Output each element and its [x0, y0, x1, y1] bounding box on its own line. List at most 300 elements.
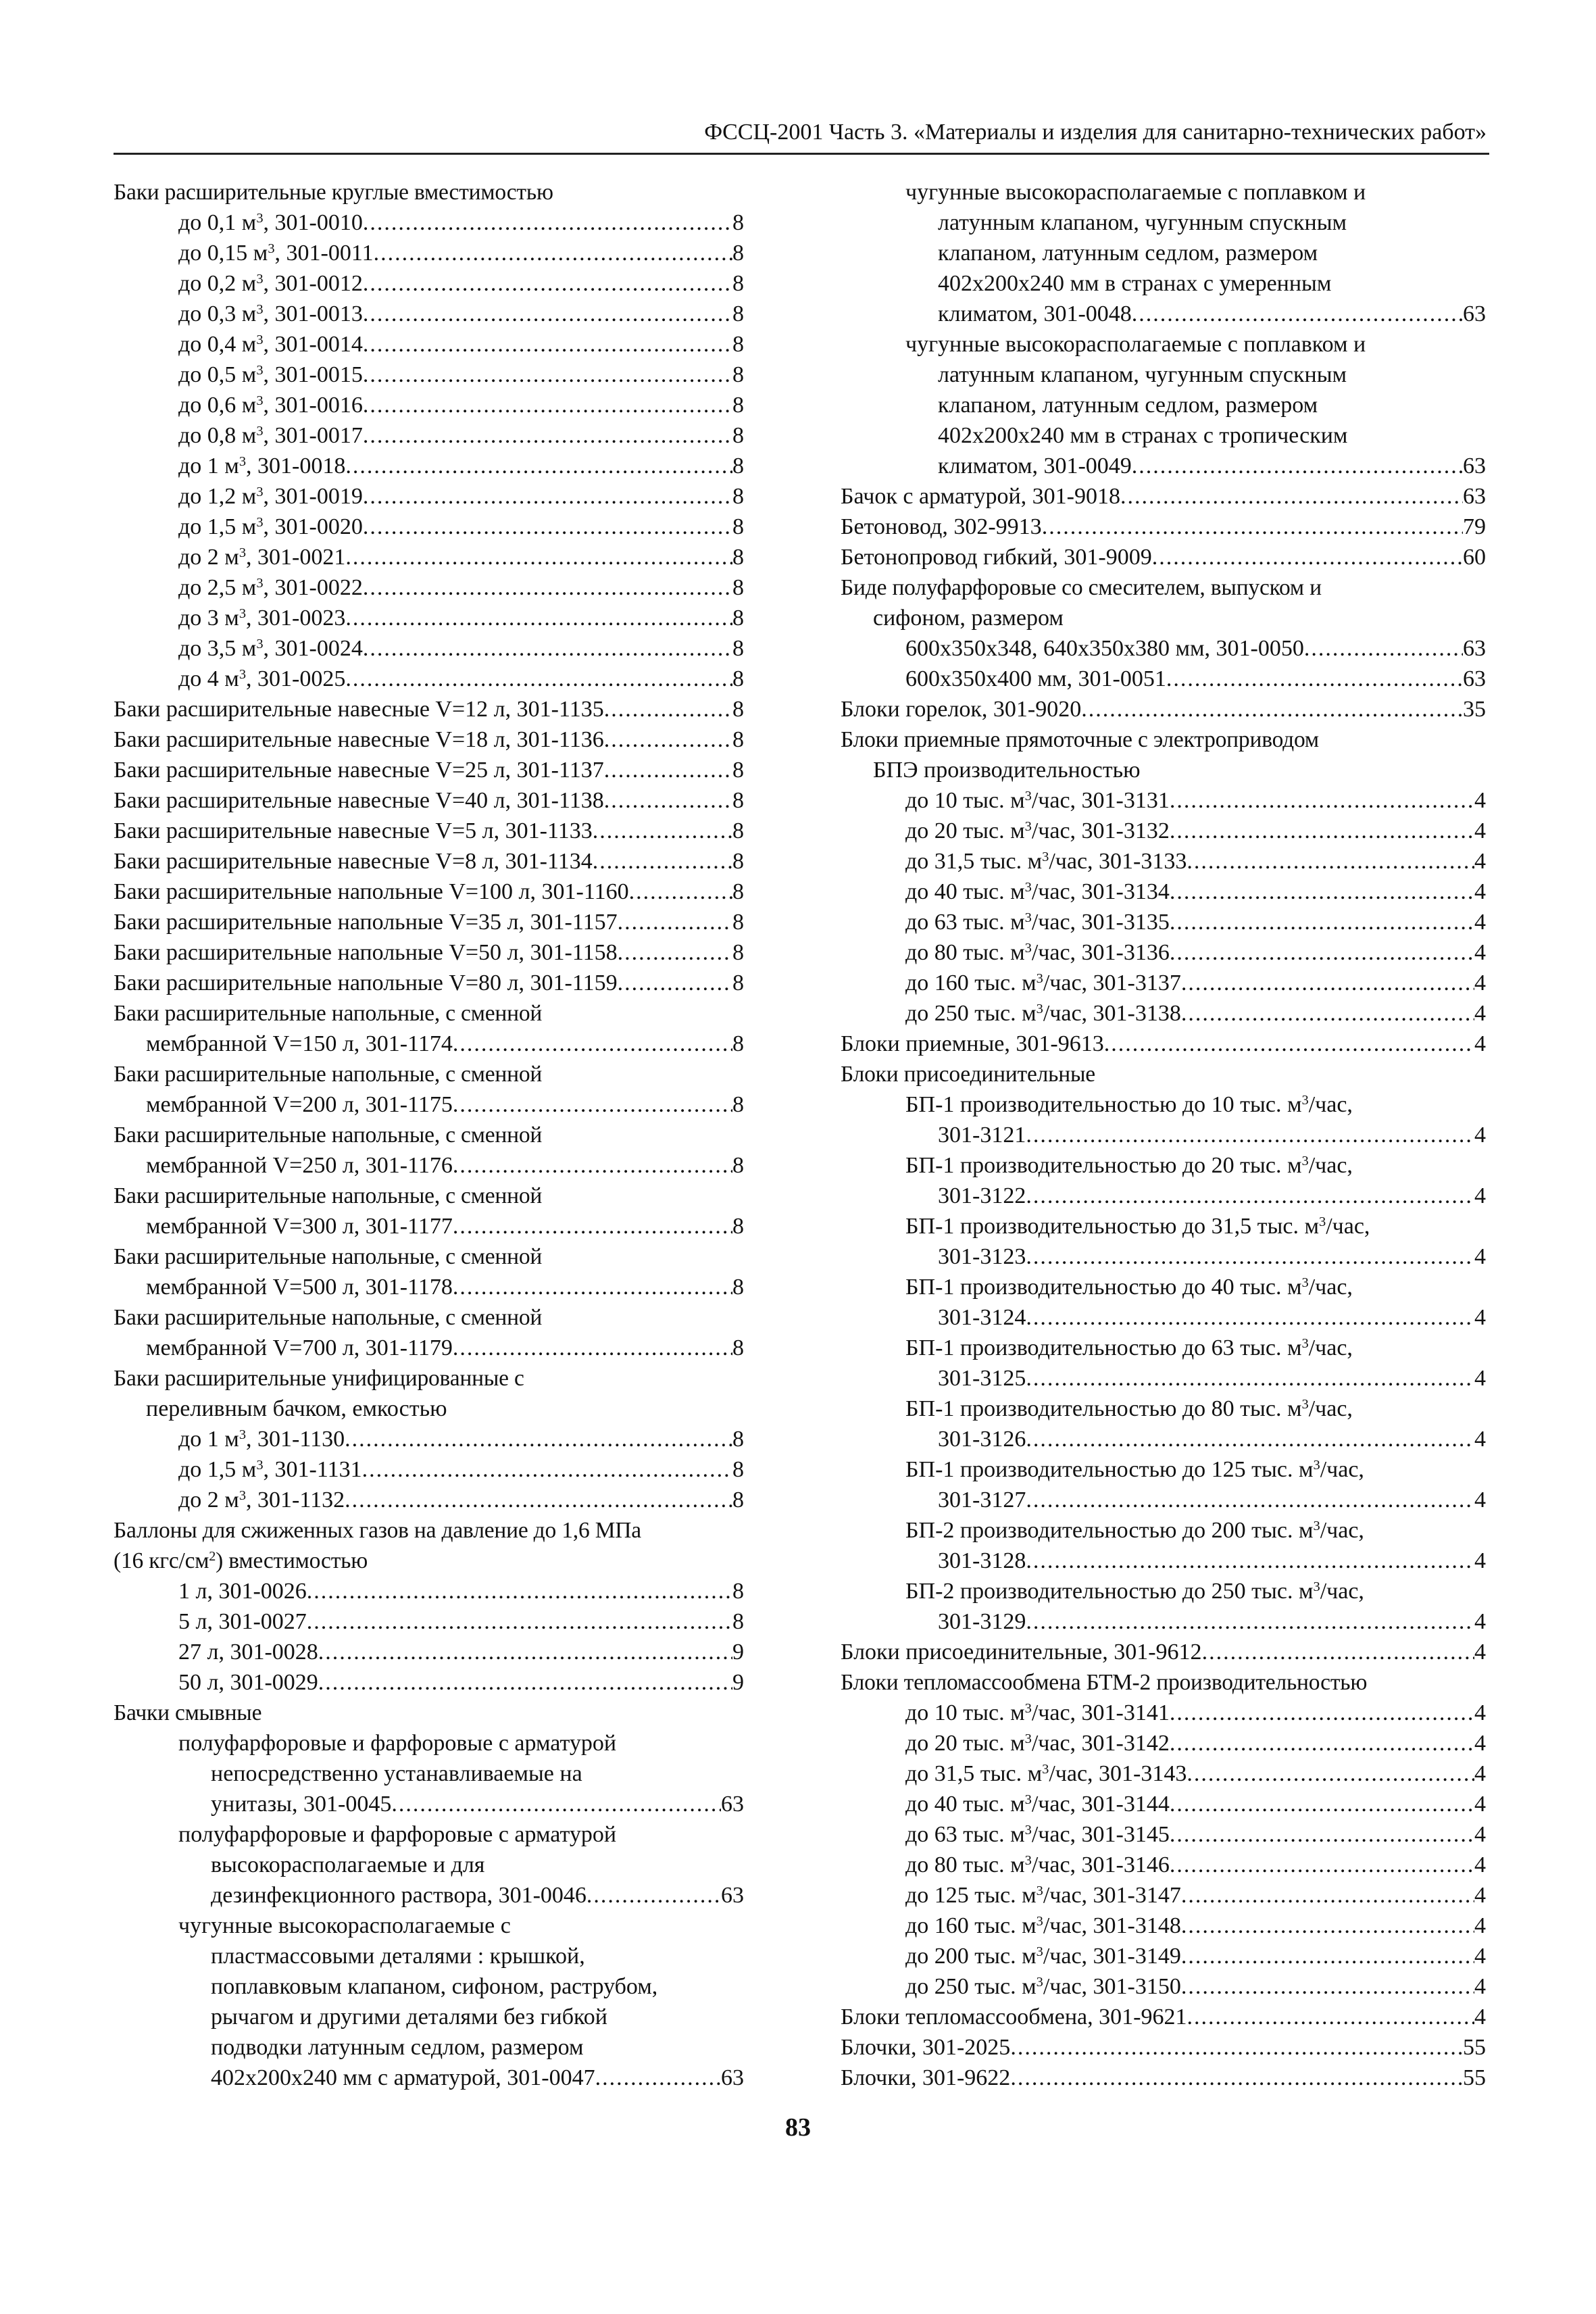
page-ref: 63 [1463, 301, 1486, 326]
index-entry [841, 1150, 1486, 1181]
entry-text: Блоки тепломассообмена, 301-9621 [841, 2004, 1187, 2029]
dot-leader [618, 907, 732, 937]
index-entry [841, 724, 1486, 755]
dot-leader [345, 1485, 732, 1515]
dot-leader [1104, 1029, 1474, 1059]
entry-text: климатом, 301-0048 [938, 301, 1132, 326]
dot-leader [1120, 481, 1463, 512]
dot-leader [1170, 1698, 1474, 1728]
index-entry [841, 1089, 1486, 1120]
entry-text: до 2 $м^3$, 301-0021 [178, 545, 346, 570]
entry-text: Баки расширительные круглые вместимостью [114, 180, 553, 205]
entry-text: Блоки приемные, 301-9613 [841, 1031, 1104, 1056]
dot-leader [318, 1637, 732, 1667]
index-entry [841, 572, 1486, 603]
entry-text: 301-3123 [938, 1244, 1026, 1269]
dot-leader [1170, 785, 1474, 816]
dot-leader [1026, 1363, 1474, 1394]
entry-text: Баки расширительные напольные V=80 л, 301-1159 [114, 970, 618, 995]
entry-text: полуфарфоровые и фарфоровые с арматурой [178, 1822, 617, 1847]
index-entry [114, 2002, 744, 2032]
index-entry [841, 1241, 1486, 1272]
index-entry [114, 1546, 744, 1576]
index-entry [841, 1454, 1486, 1485]
index-entry [841, 299, 1486, 329]
entry-text: до 1,2 $м^3$, 301-0019 [178, 484, 363, 509]
entry-text: Баки расширительные напольные, с сменной [114, 1123, 543, 1148]
entry-text: 600х350х348, 640х350х380 мм, 301-0050 [905, 636, 1304, 661]
dot-leader [1202, 1637, 1474, 1667]
page-ref: 4 [1474, 1640, 1486, 1665]
entry-text: 301-3129 [938, 1609, 1026, 1634]
index-entry [841, 1272, 1486, 1302]
index-entry [841, 207, 1486, 238]
index-entry [114, 1667, 744, 1698]
index-entry [841, 785, 1486, 816]
index-entry [841, 420, 1486, 451]
index-entry [114, 1089, 744, 1120]
index-entry [114, 1181, 744, 1211]
entry-text: до 0,5 $м^3$, 301-0015 [178, 362, 363, 387]
page-ref: 8 [732, 271, 744, 296]
index-entry [114, 877, 744, 907]
page-ref: 4 [1474, 1305, 1486, 1330]
entry-text: 301-3127 [938, 1487, 1026, 1512]
page-ref: 4 [1474, 1913, 1486, 1938]
dot-leader [593, 816, 732, 846]
index-entry [841, 390, 1486, 420]
entry-text: Бачок с арматурой, 301-9018 [841, 484, 1120, 509]
page-ref: 4 [1474, 879, 1486, 904]
entry-text: до 40 тыс. $м^3$/час, 301-3134 [905, 879, 1170, 904]
dot-leader [1170, 1728, 1474, 1758]
entry-text: до 2,5 $м^3$, 301-0022 [178, 575, 363, 600]
entry-text: до 10 тыс. $м^3$/час, 301-3131 [905, 788, 1170, 813]
dot-leader [1026, 1120, 1474, 1150]
index-entry [841, 1606, 1486, 1637]
page-ref: 4 [1474, 1366, 1486, 1391]
index-entry [841, 329, 1486, 360]
page-ref: 4 [1474, 940, 1486, 965]
entry-text: клапаном, латунным седлом, размером [938, 393, 1318, 418]
page-ref: 8 [732, 1457, 744, 1482]
index-entry [114, 1911, 744, 1941]
index-entry [841, 1698, 1486, 1728]
page-ref: 8 [732, 940, 744, 965]
dot-leader [1132, 451, 1463, 481]
entry-text: до 63 тыс. $м^3$/час, 301-3145 [905, 1822, 1170, 1847]
index-entry [114, 207, 744, 238]
entry-text: высокорасполагаемые и для [211, 1852, 485, 1877]
entry-text: до 80 тыс. $м^3$/час, 301-3136 [905, 940, 1170, 965]
entry-text: Баки расширительные навесные V=5 л, 301-1133 [114, 818, 593, 843]
dot-leader [1181, 1911, 1474, 1941]
entry-text: чугунные высокорасполагаемые с [178, 1913, 511, 1938]
index-entry [114, 633, 744, 664]
entry-text: Баки расширительные напольные V=35 л, 301-1157 [114, 910, 618, 935]
entry-text: сифоном, размером [873, 606, 1064, 631]
index-entry [114, 1211, 744, 1241]
index-entry [841, 268, 1486, 299]
entry-text: Баки расширительные напольные V=50 л, 301-1158 [114, 940, 618, 965]
index-entry [841, 1485, 1486, 1515]
entry-text: чугунные высокорасполагаемые с поплавком и [905, 332, 1366, 357]
entry-text: Бетонопровод гибкий, 301-9009 [841, 545, 1152, 570]
dot-leader [363, 207, 732, 238]
index-entry [841, 1637, 1486, 1667]
index-entry [114, 329, 744, 360]
index-entry [114, 1363, 744, 1394]
page-ref: 4 [1474, 1974, 1486, 1999]
entry-text: Бетоновод, 302-9913 [841, 514, 1042, 539]
page-ref: 4 [1474, 818, 1486, 843]
dot-leader [453, 1150, 732, 1181]
page-number: 83 [785, 2113, 811, 2142]
index-entry [114, 1880, 744, 1911]
entry-text: до 63 тыс. $м^3$/час, 301-3135 [905, 910, 1170, 935]
index-entry [114, 664, 744, 694]
page-ref: 8 [732, 332, 744, 357]
entry-text: Баки расширительные напольные, с сменной [114, 1244, 543, 1269]
page-ref: 8 [732, 1031, 744, 1056]
dot-leader [1026, 1424, 1474, 1454]
dot-leader [618, 937, 732, 968]
dot-leader [1170, 907, 1474, 937]
page-ref: 8 [732, 514, 744, 539]
index-entry [841, 481, 1486, 512]
entry-text: до 160 тыс. $м^3$/час, 301-3137 [905, 970, 1181, 995]
dot-leader [1152, 542, 1463, 572]
page-ref: 63 [1463, 484, 1486, 509]
index-entry [114, 755, 744, 785]
entry-text: БП-1 производительностью до 40 тыс. $м^3$/час, [905, 1275, 1353, 1300]
index-entry [114, 360, 744, 390]
entry-text: Блочки, 301-9622 [841, 2065, 1011, 2090]
entry-text: до 31,5 тыс. $м^3$/час, 301-3133 [905, 849, 1187, 874]
index-entry [114, 694, 744, 724]
dot-leader [1042, 512, 1463, 542]
entry-text: непосредственно устанавливаемые на [211, 1761, 582, 1786]
page-ref: 4 [1474, 910, 1486, 935]
index-entry [114, 2032, 744, 2063]
dot-leader [453, 1333, 732, 1363]
page-ref: 63 [721, 1792, 744, 1817]
page-ref: 63 [721, 2065, 744, 2090]
page-ref: 4 [1474, 1731, 1486, 1756]
dot-leader [1170, 1789, 1474, 1819]
dot-leader [307, 1576, 732, 1606]
entry-text: БП-1 производительностью до 80 тыс. $м^3$/час, [905, 1396, 1353, 1421]
index-entry [841, 694, 1486, 724]
entry-text: до 125 тыс. $м^3$/час, 301-3147 [905, 1883, 1181, 1908]
page-ref: 8 [732, 758, 744, 783]
index-entry [114, 1454, 744, 1485]
index-column-left [114, 177, 744, 2093]
entry-text: БП-1 производительностью до 31,5 тыс. $м^3$/час, [905, 1214, 1370, 1239]
index-entry [841, 998, 1486, 1029]
page-ref: 8 [732, 1487, 744, 1512]
page-ref: 4 [1474, 849, 1486, 874]
entry-text: мембранной V=300 л, 301-1177 [146, 1214, 453, 1239]
entry-text: Баки расширительные навесные V=8 л, 301-1134 [114, 849, 593, 874]
entry-text: Блоки присоединительные [841, 1062, 1095, 1087]
entry-text: Баки расширительные напольные, с сменной [114, 1183, 543, 1208]
entry-text: чугунные высокорасполагаемые с поплавком и [905, 180, 1366, 205]
page-ref: 4 [1474, 2004, 1486, 2029]
page-ref: 8 [732, 1153, 744, 1178]
dot-leader [345, 664, 732, 694]
index-entry [114, 1302, 744, 1333]
index-entry [841, 1059, 1486, 1089]
entry-text: до 0,2 $м^3$, 301-0012 [178, 271, 363, 296]
page-ref: 8 [732, 879, 744, 904]
entry-text: рычагом и другими деталями без гибкой [211, 2004, 607, 2029]
dot-leader [453, 1272, 732, 1302]
dot-leader [363, 633, 732, 664]
page-ref: 4 [1474, 1427, 1486, 1452]
index-entry [841, 1819, 1486, 1850]
dot-leader [363, 360, 732, 390]
page-ref: 55 [1463, 2035, 1486, 2060]
entry-text: до 3 $м^3$, 301-0023 [178, 606, 346, 631]
index-entry [841, 603, 1486, 633]
dot-leader [1026, 1606, 1474, 1637]
entry-text: 600х350х400 мм, 301-0051 [905, 666, 1166, 691]
page-ref: 4 [1474, 1123, 1486, 1148]
entry-text: мембранной V=250 л, 301-1176 [146, 1153, 453, 1178]
index-entry [114, 1728, 744, 1758]
entry-text: Блоки тепломассообмена БТМ-2 производительностью [841, 1670, 1368, 1695]
page-ref: 9 [732, 1640, 744, 1665]
index-entry [841, 1181, 1486, 1211]
index-entry [114, 1272, 744, 1302]
page-ref: 8 [732, 1579, 744, 1604]
page-ref: 4 [1474, 1761, 1486, 1786]
entry-text: унитазы, 301-0045 [211, 1792, 392, 1817]
page-ref: 4 [1474, 1944, 1486, 1969]
entry-text: БП-1 производительностью до 125 тыс. $м^3$/час, [905, 1457, 1364, 1482]
page-ref: 4 [1474, 1487, 1486, 1512]
index-entry [114, 512, 744, 542]
entry-text: 27 л, 301-0028 [178, 1640, 318, 1665]
entry-text: пластмассовыми деталями : крышкой, [211, 1944, 585, 1969]
index-entry [114, 1333, 744, 1363]
entry-text: переливным бачком, емкостью [146, 1396, 447, 1421]
index-entry [114, 724, 744, 755]
index-entry [114, 572, 744, 603]
index-entry [114, 846, 744, 877]
dot-leader [363, 572, 732, 603]
page-ref: 8 [732, 849, 744, 874]
entry-text: Баки расширительные напольные, с сменной [114, 1001, 543, 1026]
page-ref: 63 [1463, 636, 1486, 661]
entry-text: БП-1 производительностью до 63 тыс. $м^3$/час, [905, 1335, 1353, 1360]
index-entry [841, 1363, 1486, 1394]
dot-leader [604, 755, 732, 785]
dot-leader [1010, 2032, 1463, 2063]
page-ref: 8 [732, 393, 744, 418]
index-entry [841, 1546, 1486, 1576]
entry-text: мембранной V=150 л, 301-1174 [146, 1031, 453, 1056]
page-ref: 8 [732, 727, 744, 752]
index-entry [841, 937, 1486, 968]
dot-leader [363, 299, 732, 329]
entry-text: 5 л, 301-0027 [178, 1609, 307, 1634]
entry-text: латунным клапаном, чугунным спускным [938, 362, 1347, 387]
dot-leader [604, 694, 732, 724]
dot-leader [587, 1880, 721, 1911]
index-entry [841, 1758, 1486, 1789]
entry-text: до 160 тыс. $м^3$/час, 301-3148 [905, 1913, 1181, 1938]
index-entry [841, 1424, 1486, 1454]
entry-text: 1 л, 301-0026 [178, 1579, 307, 1604]
entry-text: 301-3125 [938, 1366, 1026, 1391]
entry-text: 402х200х240 мм с арматурой, 301-0047 [211, 2065, 595, 2090]
entry-text: Баки расширительные напольные V=100 л, 301-1160 [114, 879, 629, 904]
index-entry [114, 238, 744, 268]
entry-text: Баки расширительные навесные V=40 л, 301-1138 [114, 788, 604, 813]
dot-leader [1026, 1302, 1474, 1333]
page-ref: 8 [732, 1427, 744, 1452]
entry-text: Биде полуфарфоровые со смесителем, выпуском и [841, 575, 1322, 600]
dot-leader [363, 481, 732, 512]
entry-text: Баки расширительные навесные V=25 л, 301-1137 [114, 758, 604, 783]
page-ref: 63 [1463, 453, 1486, 478]
dot-leader [318, 1667, 732, 1698]
running-header: ФССЦ-2001 Часть 3. «Материалы и изделия для санитарно-технических работ» [704, 120, 1487, 145]
dot-leader [604, 724, 732, 755]
entry-text: до 40 тыс. $м^3$/час, 301-3144 [905, 1792, 1170, 1817]
page-ref: 8 [732, 1214, 744, 1239]
page-ref: 4 [1474, 1244, 1486, 1269]
page-ref: 8 [732, 575, 744, 600]
dot-leader [1181, 968, 1474, 998]
entry-text: Баки расширительные унифицированные с [114, 1366, 524, 1391]
index-entry [841, 2063, 1486, 2093]
entry-text: до 0,6 $м^3$, 301-0016 [178, 393, 363, 418]
index-entry [114, 299, 744, 329]
index-entry [114, 1029, 744, 1059]
index-entry [114, 603, 744, 633]
page-ref: 8 [732, 970, 744, 995]
index-entry [114, 420, 744, 451]
index-entry [114, 1789, 744, 1819]
entry-text: мембранной V=500 л, 301-1178 [146, 1275, 453, 1300]
index-entry [114, 937, 744, 968]
page-ref: 35 [1463, 697, 1486, 722]
dot-leader [1081, 694, 1463, 724]
entry-text: Баки расширительные напольные, с сменной [114, 1062, 543, 1087]
index-entry [841, 664, 1486, 694]
index-entry [114, 1758, 744, 1789]
dot-leader [1170, 877, 1474, 907]
index-entry [114, 451, 744, 481]
index-entry [114, 1394, 744, 1424]
entry-text: до 250 тыс. $м^3$/час, 301-3150 [905, 1974, 1181, 1999]
dot-leader [1170, 1850, 1474, 1880]
page-ref: 8 [732, 1092, 744, 1117]
entry-text: до 3,5 $м^3$, 301-0024 [178, 636, 363, 661]
dot-leader [1170, 816, 1474, 846]
index-entry [841, 360, 1486, 390]
entry-text: до 20 тыс. $м^3$/час, 301-3132 [905, 818, 1170, 843]
index-entry [114, 481, 744, 512]
index-entry [114, 177, 744, 207]
dot-leader [1187, 2002, 1474, 2032]
entry-text: клапаном, латунным седлом, размером [938, 241, 1318, 266]
index-entry [114, 1576, 744, 1606]
index-entry [114, 1515, 744, 1546]
entry-text: Бачки смывные [114, 1700, 262, 1725]
page-ref: 8 [732, 1335, 744, 1360]
index-entry [841, 1120, 1486, 1150]
index-entry [841, 846, 1486, 877]
entry-text: 402х200х240 мм в странах с умеренным [938, 271, 1332, 296]
page-ref: 8 [732, 241, 744, 266]
entry-text: 50 л, 301-0029 [178, 1670, 318, 1695]
page-ref: 8 [732, 697, 744, 722]
index-entry [841, 1971, 1486, 2002]
page-ref: 8 [732, 362, 744, 387]
entry-text: 402х200х240 мм в странах с тропическим [938, 423, 1348, 448]
index-entry [841, 877, 1486, 907]
dot-leader [1181, 1941, 1474, 1971]
index-entry [841, 542, 1486, 572]
page-ref: 4 [1474, 1792, 1486, 1817]
index-entry [841, 1302, 1486, 1333]
entry-text: Баки расширительные навесные V=12 л, 301-1135 [114, 697, 604, 722]
entry-text: до 1 $м^3$, 301-1130 [178, 1427, 345, 1452]
page-ref: 79 [1463, 514, 1486, 539]
index-entry [114, 1606, 744, 1637]
dot-leader [345, 1424, 732, 1454]
page-ref: 4 [1474, 1822, 1486, 1847]
entry-text: поплавковым клапаном, сифоном, раструбом, [211, 1974, 658, 1999]
index-entry [114, 2063, 744, 2093]
index-entry [114, 785, 744, 816]
index-entry [114, 1637, 744, 1667]
index-entry [841, 816, 1486, 846]
dot-leader [1170, 937, 1474, 968]
page-ref: 4 [1474, 1001, 1486, 1026]
entry-text: до 0,4 $м^3$, 301-0014 [178, 332, 363, 357]
entry-text: БП-2 производительностью до 250 тыс. $м^3$/час, [905, 1579, 1364, 1604]
index-entry [841, 907, 1486, 937]
entry-text: дезинфекционного раствора, 301-0046 [211, 1883, 587, 1908]
dot-leader [1181, 1880, 1474, 1911]
index-entry [841, 1576, 1486, 1606]
dot-leader [1187, 1758, 1474, 1789]
index-entry [841, 968, 1486, 998]
dot-leader [1026, 1241, 1474, 1272]
page-ref: 4 [1474, 1548, 1486, 1573]
dot-leader [453, 1089, 732, 1120]
entry-text: до 20 тыс. $м^3$/час, 301-3142 [905, 1731, 1170, 1756]
dot-leader [1181, 1971, 1474, 2002]
dot-leader [1170, 1819, 1474, 1850]
entry-text: БПЭ производительностью [873, 758, 1141, 783]
dot-leader [363, 420, 732, 451]
page-ref: 8 [732, 423, 744, 448]
entry-text: латунным клапаном, чугунным спускным [938, 210, 1347, 235]
dot-leader [1132, 299, 1463, 329]
entry-text: полуфарфоровые и фарфоровые с арматурой [178, 1731, 617, 1756]
index-entry [841, 1333, 1486, 1363]
page-ref: 8 [732, 453, 744, 478]
dot-leader [307, 1606, 732, 1637]
index-entry [841, 451, 1486, 481]
entry-text: Блоки присоединительные, 301-9612 [841, 1640, 1202, 1665]
